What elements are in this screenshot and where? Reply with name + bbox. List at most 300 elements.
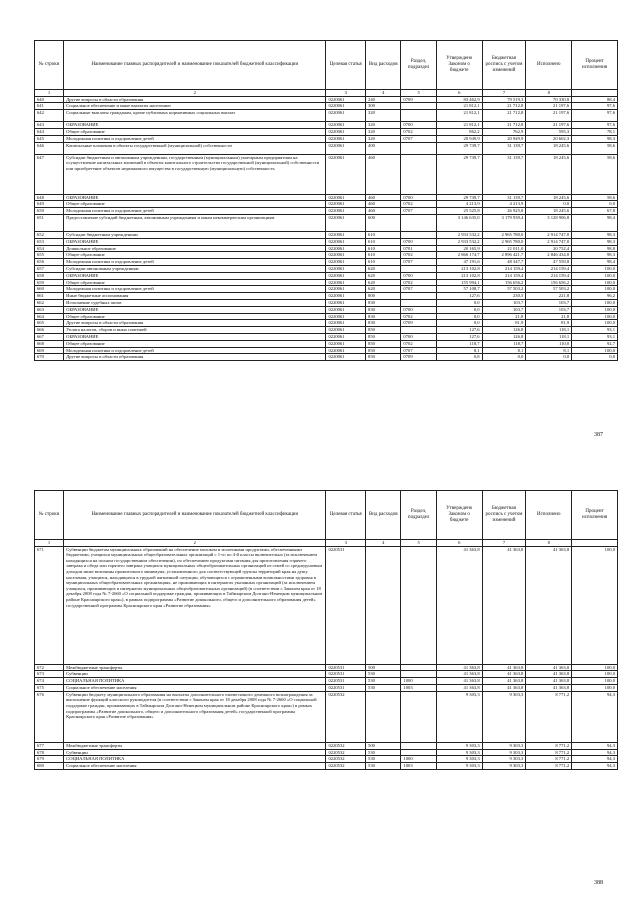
expense-type-cell: 850 [366, 327, 401, 334]
section-cell [401, 142, 436, 154]
percent-cell: 0,0 [572, 354, 618, 361]
schedule-amount-cell: 21 011,0 [482, 245, 526, 252]
percent-cell: 98,3 [572, 135, 618, 142]
table-row [35, 671, 618, 678]
section-cell: 0707 [401, 347, 436, 354]
target-article-cell: 0220532 [326, 742, 366, 749]
schedule-amount-cell: 2 896 421,7 [482, 252, 526, 259]
column-number: 1 [35, 90, 64, 97]
row-name-cell: Общее образование [64, 279, 326, 286]
approved-amount-cell: 25 525,8 [436, 208, 482, 215]
column-number: 6 [436, 90, 482, 97]
section-cell: 0702 [401, 252, 436, 259]
expense-type-cell: 530 [366, 763, 401, 770]
executed-amount-cell: 2 914 747,0 [526, 238, 572, 245]
page-number: 388 [594, 880, 603, 886]
header-percent: Процент исполнения [572, 491, 618, 540]
table-row [35, 286, 618, 293]
target-article-cell: 0220061 [326, 313, 366, 320]
header-approved-by-law: Утверждено Законом о бюджете [436, 41, 482, 90]
schedule-amount-cell: 48 347,7 [482, 259, 526, 266]
section-cell: 0707 [401, 286, 436, 293]
table-body [35, 96, 618, 361]
section-cell: 0700 [401, 238, 436, 245]
percent-cell: 93,1 [572, 327, 618, 334]
table-row [35, 546, 618, 664]
percent-cell: 94,3 [572, 763, 618, 770]
schedule-amount-cell: 8,1 [482, 347, 526, 354]
row-name-cell: Молодежная политика и оздоровление детей [64, 286, 326, 293]
schedule-amount-cell: 20 949,9 [482, 135, 526, 142]
table-header-row [35, 41, 618, 90]
row-number-cell: 679 [35, 756, 64, 763]
row-number-cell: 650 [35, 208, 64, 215]
table-row [35, 272, 618, 279]
approved-amount-cell: 3 146 635,0 [436, 214, 482, 231]
section-cell: 0707 [401, 135, 436, 142]
table-row [35, 279, 618, 286]
schedule-amount-cell: 4 213,9 [482, 201, 526, 208]
target-article-cell: 0220061 [326, 265, 366, 272]
target-article-cell: 0220531 [326, 664, 366, 671]
expense-type-cell: 850 [366, 347, 401, 354]
schedule-amount-cell: 126,8 [482, 333, 526, 340]
header-budget-schedule: Бюджетная роспись с учетом изменений [482, 41, 526, 90]
row-number-cell: 655 [35, 252, 64, 259]
row-name-cell: Общее образование [64, 340, 326, 347]
expense-type-cell [366, 546, 401, 664]
schedule-amount-cell: 41 363,8 [482, 684, 526, 691]
target-article-cell: 0220061 [326, 259, 366, 266]
schedule-amount-cell: 103,7 [482, 306, 526, 313]
column-number: 2 [64, 540, 326, 547]
schedule-amount-cell: 26 925,8 [482, 208, 526, 215]
section-cell: 0709 [401, 96, 436, 103]
table-row [35, 154, 618, 194]
table-row [35, 299, 618, 306]
row-number-cell: 649 [35, 201, 64, 208]
section-cell [401, 546, 436, 664]
approved-amount-cell: 213 102,8 [436, 272, 482, 279]
executed-amount-cell: 21,8 [526, 313, 572, 320]
approved-amount-cell: 29 739,7 [436, 194, 482, 201]
percent-cell: 0,0 [572, 201, 618, 208]
executed-amount-cell: 41 363,8 [526, 546, 572, 664]
schedule-amount-cell: 214 159,4 [482, 265, 526, 272]
executed-amount-cell: 21 197,6 [526, 110, 572, 122]
schedule-amount-cell: 126,8 [482, 327, 526, 334]
expense-type-cell: 530 [366, 756, 401, 763]
row-number-cell: 643 [35, 122, 64, 129]
row-number-cell: 663 [35, 306, 64, 313]
percent-cell: 78,1 [572, 128, 618, 135]
table-row [35, 103, 618, 110]
percent-cell: 100,0 [572, 684, 618, 691]
row-number-cell: 668 [35, 340, 64, 347]
row-name-cell: ОБРАЗОВАНИЕ [64, 272, 326, 279]
section-cell [401, 671, 436, 678]
schedule-amount-cell: 9 303,3 [482, 749, 526, 756]
header-expense-type: Вид расходов [366, 491, 401, 540]
row-number-cell: 664 [35, 313, 64, 320]
approved-amount-cell: 9 303,3 [436, 742, 482, 749]
section-cell: 0709 [401, 354, 436, 361]
table-row [35, 691, 618, 742]
expense-type-cell: 530 [366, 684, 401, 691]
budget-table [34, 490, 618, 770]
row-number-cell: 647 [35, 154, 64, 194]
target-article-cell: 0220061 [326, 194, 366, 201]
percent-cell: 94,3 [572, 749, 618, 756]
executed-amount-cell: 156 656,2 [526, 279, 572, 286]
executed-amount-cell: 18 245,6 [526, 194, 572, 201]
section-cell [401, 231, 436, 238]
row-name-cell: Субвенции [64, 671, 326, 678]
expense-type-cell: 320 [366, 110, 401, 122]
table-body [35, 546, 618, 769]
expense-type-cell: 620 [366, 265, 401, 272]
header-row-number: № строки [35, 491, 64, 540]
percent-cell: 96,2 [572, 293, 618, 300]
expense-type-cell: 620 [366, 279, 401, 286]
percent-cell: 98,3 [572, 238, 618, 245]
target-article-cell: 0220061 [326, 142, 366, 154]
header-approved-by-law: Утверждено Законом о бюджете [436, 491, 482, 540]
section-cell [401, 214, 436, 231]
target-article-cell: 0220061 [326, 327, 366, 334]
column-number: 5 [401, 540, 436, 547]
table-row [35, 238, 618, 245]
executed-amount-cell: 21 197,6 [526, 103, 572, 110]
row-number-cell: 676 [35, 691, 64, 742]
schedule-amount-cell: 2 965 780,0 [482, 238, 526, 245]
section-cell: 0701 [401, 245, 436, 252]
column-number: 7 [482, 540, 526, 547]
section-cell [401, 742, 436, 749]
expense-type-cell: 610 [366, 245, 401, 252]
approved-amount-cell: 127,6 [436, 333, 482, 340]
schedule-amount-cell: 9 303,3 [482, 756, 526, 763]
row-name-cell: Субсидии автономным учреждениям [64, 265, 326, 272]
section-cell [401, 265, 436, 272]
column-number: 7 [482, 90, 526, 97]
schedule-amount-cell: 41 363,8 [482, 546, 526, 664]
row-name-cell: Социальные выплаты гражданам, кроме публичных нормативных социальных выплат [64, 110, 326, 122]
row-number-cell: 661 [35, 293, 64, 300]
table-row [35, 245, 618, 252]
row-number-cell: 669 [35, 347, 64, 354]
column-number [572, 90, 618, 97]
target-article-cell: 0220061 [326, 201, 366, 208]
row-number-cell: 680 [35, 763, 64, 770]
row-name-cell: Исполнение судебных актов [64, 299, 326, 306]
table-row [35, 678, 618, 685]
table-row [35, 142, 618, 154]
header-target-article: Целевая статья [326, 41, 366, 90]
section-cell [401, 103, 436, 110]
column-number: 3 [326, 540, 366, 547]
percent-cell: 100,0 [572, 272, 618, 279]
table-row [35, 259, 618, 266]
header-budget-schedule: Бюджетная роспись с учетом изменений [482, 491, 526, 540]
approved-amount-cell: 21 812,1 [436, 103, 482, 110]
schedule-amount-cell: 31 139,7 [482, 142, 526, 154]
section-cell: 0700 [401, 306, 436, 313]
column-number: 2 [64, 90, 326, 97]
schedule-amount-cell: 41 363,8 [482, 664, 526, 671]
executed-amount-cell: 41 363,8 [526, 678, 572, 685]
target-article-cell: 0220061 [326, 96, 366, 103]
executed-amount-cell: 18 245,6 [526, 142, 572, 154]
row-name-cell: Другие вопросы в области образования [64, 320, 326, 327]
executed-amount-cell: 47 559,8 [526, 259, 572, 266]
approved-amount-cell: 9 303,3 [436, 691, 482, 742]
table-row [35, 320, 618, 327]
header-name: Наименование главных распорядителей и наименование показателей бюджетной классификации [64, 41, 326, 90]
row-name-cell: ОБРАЗОВАНИЕ [64, 238, 326, 245]
table-row [35, 128, 618, 135]
row-name-cell: Молодежная политика и оздоровление детей [64, 208, 326, 215]
expense-type-cell: 620 [366, 272, 401, 279]
row-name-cell: Капитальные вложения в объекты государственной (муниципальной) собственности [64, 142, 326, 154]
target-article-cell: 0220532 [326, 749, 366, 756]
table-row [35, 749, 618, 756]
percent-cell: 100,0 [572, 265, 618, 272]
expense-type-cell: 610 [366, 259, 401, 266]
row-number-cell: 660 [35, 286, 64, 293]
column-number: 1 [35, 540, 64, 547]
column-number: 4 [366, 540, 401, 547]
target-article-cell: 0220061 [326, 110, 366, 122]
executed-amount-cell: 70 330,8 [526, 96, 572, 103]
executed-amount-cell: 118,1 [526, 333, 572, 340]
table-row [35, 265, 618, 272]
section-cell: 0707 [401, 208, 436, 215]
row-number-cell: 670 [35, 354, 64, 361]
expense-type-cell: 850 [366, 354, 401, 361]
percent-cell: 88,4 [572, 96, 618, 103]
row-name-cell: Общее образование [64, 252, 326, 259]
row-number-cell: 678 [35, 749, 64, 756]
header-row-number: № строки [35, 41, 64, 90]
column-number: 4 [366, 90, 401, 97]
expense-type-cell: 500 [366, 742, 401, 749]
budget-table [34, 40, 618, 361]
target-article-cell: 0220061 [326, 128, 366, 135]
row-number-cell: 645 [35, 135, 64, 142]
executed-amount-cell: 8,1 [526, 347, 572, 354]
row-name-cell: Молодежная политика и оздоровление детей [64, 135, 326, 142]
row-name-cell: Другие вопросы в области образования [64, 96, 326, 103]
executed-amount-cell: 57 503,2 [526, 286, 572, 293]
expense-type-cell: 530 [366, 749, 401, 756]
target-article-cell: 0220531 [326, 546, 366, 664]
row-name-cell: Дошкольное образование [64, 245, 326, 252]
schedule-amount-cell: 21,8 [482, 313, 526, 320]
expense-type-cell: 460 [366, 201, 401, 208]
section-cell [401, 749, 436, 756]
percent-cell: 100,0 [572, 546, 618, 664]
percent-cell: 58,6 [572, 154, 618, 194]
approved-amount-cell: 118,7 [436, 340, 482, 347]
table-row [35, 347, 618, 354]
target-article-cell: 0220061 [326, 320, 366, 327]
row-number-cell: 640 [35, 96, 64, 103]
executed-amount-cell: 118,1 [526, 327, 572, 334]
column-number: 3 [326, 90, 366, 97]
section-cell [401, 691, 436, 742]
table-row [35, 96, 618, 103]
approved-amount-cell: 2 866 174,7 [436, 252, 482, 259]
table-row [35, 122, 618, 129]
schedule-amount-cell: 31 139,7 [482, 194, 526, 201]
row-name-cell: Общее образование [64, 201, 326, 208]
target-article-cell: 0220061 [326, 293, 366, 300]
expense-type-cell: 300 [366, 103, 401, 110]
row-number-cell: 673 [35, 671, 64, 678]
percent-cell: 97,6 [572, 110, 618, 122]
table-row [35, 293, 618, 300]
expense-type-cell: 460 [366, 208, 401, 215]
percent-cell: 100,0 [572, 347, 618, 354]
percent-cell: 100,0 [572, 320, 618, 327]
approved-amount-cell: 0,0 [436, 320, 482, 327]
executed-amount-cell: 214 159,4 [526, 272, 572, 279]
expense-type-cell: 530 [366, 678, 401, 685]
target-article-cell: 0220061 [326, 333, 366, 340]
percent-cell: 100,0 [572, 313, 618, 320]
header-executed: Исполнено [526, 491, 572, 540]
target-article-cell: 0220061 [326, 272, 366, 279]
percent-cell: 97,6 [572, 122, 618, 129]
row-number-cell: 675 [35, 684, 64, 691]
target-article-cell: 0220531 [326, 678, 366, 685]
row-name-cell: Субвенции бюджетам муниципальных образований на обеспечение молоком и молочными продуктами, обеспеченными бюджетами, учащихся муниципальных общеобразовательных организаций с 1-го по 4-й классы включительно (за исключением находящихся на полном государственном обеспечении), по обеспечению продуктами питания для приготовления горячего завтрака и обеда или горячего завтрака учащихся муниципальных общеобразовательных организаций из семей со среднедушевым доходом ниже величины прожиточного минимума, установленного для соответствующей группы территорий края на душу населения, учащихся, находящихся в трудной жизненной ситуации, обучающихся с ограниченными возможностями здоровья в муниципальных общеобразовательных организациях, не проживающих в интернатах указанных организаций (за исключением учащихся, проживающих в интернатах муниципальных общеобразовательных организаций) (в соответствии с Законом края от 18 декабря 2008 года № 7-2660 «О социальной поддержке граждан, проживающих в Таймырском Долгано-Ненецком муниципальном районе Красноярского края»), в рамках подпрограммы «Развитие дошкольного, общего и дополнительного образования детей» государственной программы Красноярского края «Развитие образования» [64, 546, 326, 664]
target-article-cell: 0220061 [326, 340, 366, 347]
target-article-cell: 0220532 [326, 756, 366, 763]
approved-amount-cell: 213 102,8 [436, 265, 482, 272]
table-row [35, 231, 618, 238]
expense-type-cell: 830 [366, 320, 401, 327]
target-article-cell: 0220061 [326, 306, 366, 313]
percent-cell: 58,6 [572, 142, 618, 154]
row-number-cell: 656 [35, 259, 64, 266]
header-expense-type: Вид расходов [366, 41, 401, 90]
row-name-cell: СОЦИАЛЬНАЯ ПОЛИТИКА [64, 756, 326, 763]
row-number-cell: 646 [35, 142, 64, 154]
row-number-cell: 674 [35, 678, 64, 685]
expense-type-cell: 600 [366, 214, 401, 231]
schedule-amount-cell: 0,0 [482, 354, 526, 361]
target-article-cell: 0220061 [326, 208, 366, 215]
target-article-cell: 0220061 [326, 135, 366, 142]
section-cell [401, 110, 436, 122]
row-number-cell: 666 [35, 327, 64, 334]
section-cell [401, 327, 436, 334]
expense-type-cell: 850 [366, 340, 401, 347]
executed-amount-cell: 0,0 [526, 354, 572, 361]
row-name-cell: ОБРАЗОВАНИЕ [64, 122, 326, 129]
target-article-cell: 0220061 [326, 286, 366, 293]
approved-amount-cell: 0,8 [436, 354, 482, 361]
approved-amount-cell: 155 994,1 [436, 279, 482, 286]
executed-amount-cell: 8 771,2 [526, 756, 572, 763]
section-cell: 0700 [401, 333, 436, 340]
expense-type-cell: 850 [366, 333, 401, 340]
approved-amount-cell: 29 739,7 [436, 154, 482, 194]
executed-amount-cell: 8 771,2 [526, 742, 572, 749]
table-row [35, 313, 618, 320]
approved-amount-cell: 2 933 532,2 [436, 231, 482, 238]
column-number [572, 540, 618, 547]
approved-amount-cell: 8,1 [436, 347, 482, 354]
row-number-cell: 671 [35, 546, 64, 664]
table-row [35, 664, 618, 671]
executed-amount-cell: 8 771,2 [526, 763, 572, 770]
table-row [35, 135, 618, 142]
header-section: Раздел, подраздел [401, 41, 436, 90]
section-cell: 0702 [401, 313, 436, 320]
percent-cell: 100,0 [572, 671, 618, 678]
approved-amount-cell: 0,0 [436, 306, 482, 313]
expense-type-cell: 500 [366, 664, 401, 671]
percent-cell: 93,1 [572, 333, 618, 340]
executed-amount-cell: 221,8 [526, 293, 572, 300]
approved-amount-cell: 862,2 [436, 128, 482, 135]
executed-amount-cell: 18 245,6 [526, 208, 572, 215]
executed-amount-cell: 103,7 [526, 299, 572, 306]
percent-cell: 94,3 [572, 756, 618, 763]
approved-amount-cell: 47 191,6 [436, 259, 482, 266]
approved-amount-cell: 4 213,9 [436, 201, 482, 208]
schedule-amount-cell: 21 712,8 [482, 103, 526, 110]
percent-cell: 98,3 [572, 231, 618, 238]
table-row [35, 742, 618, 749]
row-name-cell: СОЦИАЛЬНАЯ ПОЛИТИКА [64, 678, 326, 685]
approved-amount-cell: 21 812,1 [436, 122, 482, 129]
table-row [35, 252, 618, 259]
section-cell [401, 154, 436, 194]
row-name-cell: ОБРАЗОВАНИЕ [64, 333, 326, 340]
table-row [35, 214, 618, 231]
row-name-cell: Субвенции [64, 749, 326, 756]
row-name-cell: ОБРАЗОВАНИЕ [64, 194, 326, 201]
column-number-row [35, 540, 618, 547]
header-name: Наименование главных распорядителей и наименование показателей бюджетной классификации [64, 491, 326, 540]
target-article-cell: 0220061 [326, 122, 366, 129]
page-number: 387 [594, 432, 603, 438]
expense-type-cell: 320 [366, 135, 401, 142]
approved-amount-cell: 41 363,8 [436, 671, 482, 678]
row-name-cell: Социальное обеспечение населения [64, 684, 326, 691]
expense-type-cell: 830 [366, 299, 401, 306]
row-name-cell: Уплата налогов, сборов и иных платежей [64, 327, 326, 334]
approved-amount-cell: 127,6 [436, 327, 482, 334]
percent-cell: 94,3 [572, 691, 618, 742]
expense-type-cell: 830 [366, 306, 401, 313]
row-name-cell: Другие вопросы в области образования [64, 354, 326, 361]
approved-amount-cell: 83 462,9 [436, 96, 482, 103]
expense-type-cell: 830 [366, 313, 401, 320]
percent-cell: 97,6 [572, 103, 618, 110]
schedule-amount-cell: 156 656,2 [482, 279, 526, 286]
schedule-amount-cell: 9 303,3 [482, 763, 526, 770]
section-cell [401, 664, 436, 671]
row-number-cell: 658 [35, 272, 64, 279]
schedule-amount-cell: 81,9 [482, 320, 526, 327]
section-cell: 1003 [401, 684, 436, 691]
expense-type-cell: 610 [366, 231, 401, 238]
